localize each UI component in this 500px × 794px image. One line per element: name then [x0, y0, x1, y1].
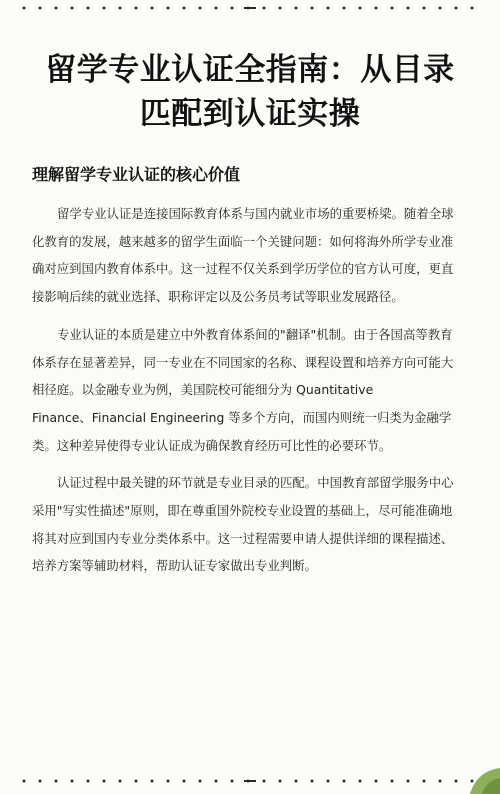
paragraph-line: 体系存在显著差异，同一专业在不同国家的名称、课程设置和培养方向可能大 [32, 354, 454, 370]
paragraph-line: 相径庭。以金融专业为例，美国院校可能细分为 Quantitative [32, 382, 374, 398]
title-line-1: 留学专业认证全指南：从目录 [45, 52, 455, 88]
paragraph-3 [32, 469, 472, 580]
title-line-2: 匹配到认证实操 [139, 96, 361, 132]
paragraph-line: 确对应到国内教育体系中。这一过程不仅关系到学历学位的官方认可度，更直 [32, 261, 454, 277]
paragraph-1 [32, 200, 472, 311]
paragraph-line: 接影响后续的就业选择、职称评定以及公务员考试等职业发展路径。 [32, 289, 404, 305]
section-heading: 理解留学专业认证的核心价值 [32, 165, 241, 184]
paragraph-2 [32, 321, 472, 460]
paragraph-line: 留学专业认证是连接国际教育体系与国内就业市场的重要桥梁。随着全球 [57, 206, 454, 221]
paragraph-line: 专业认证的本质是建立中外教育体系间的"翻译"机制。由于各国高等教育 [57, 326, 453, 342]
paragraph-line: 采用"写实性描述"原则，即在尊重国外院校专业设置的基础上，尽可能准确地 [32, 503, 453, 519]
paragraph-line: 类。这种差异使得专业认证成为确保教育经历可比性的必要环节。 [32, 437, 392, 453]
paragraph-line: 将其对应到国内专业分类体系中。这一过程需要申请人提供详细的课程描述、 [32, 530, 454, 546]
top-border-dash [244, 7, 256, 9]
page-title [0, 48, 500, 136]
article-body [32, 200, 472, 590]
bottom-border-dash [244, 780, 256, 782]
paragraph-line: 培养方案等辅助材料，帮助认证专家做出专业判断。 [32, 558, 317, 574]
paragraph-line: Finance、Financial Engineering 等多个方向，而国内则统一归类为金融学 [32, 409, 452, 425]
paragraph-line: 认证过程中最关键的环节就是专业目录的匹配。中国教育部留学服务中心 [57, 475, 454, 491]
leaf-decoration-icon [440, 754, 500, 794]
paragraph-line: 化教育的发展，越来越多的留学生面临一个关键问题：如何将海外所学专业准 [32, 233, 454, 249]
